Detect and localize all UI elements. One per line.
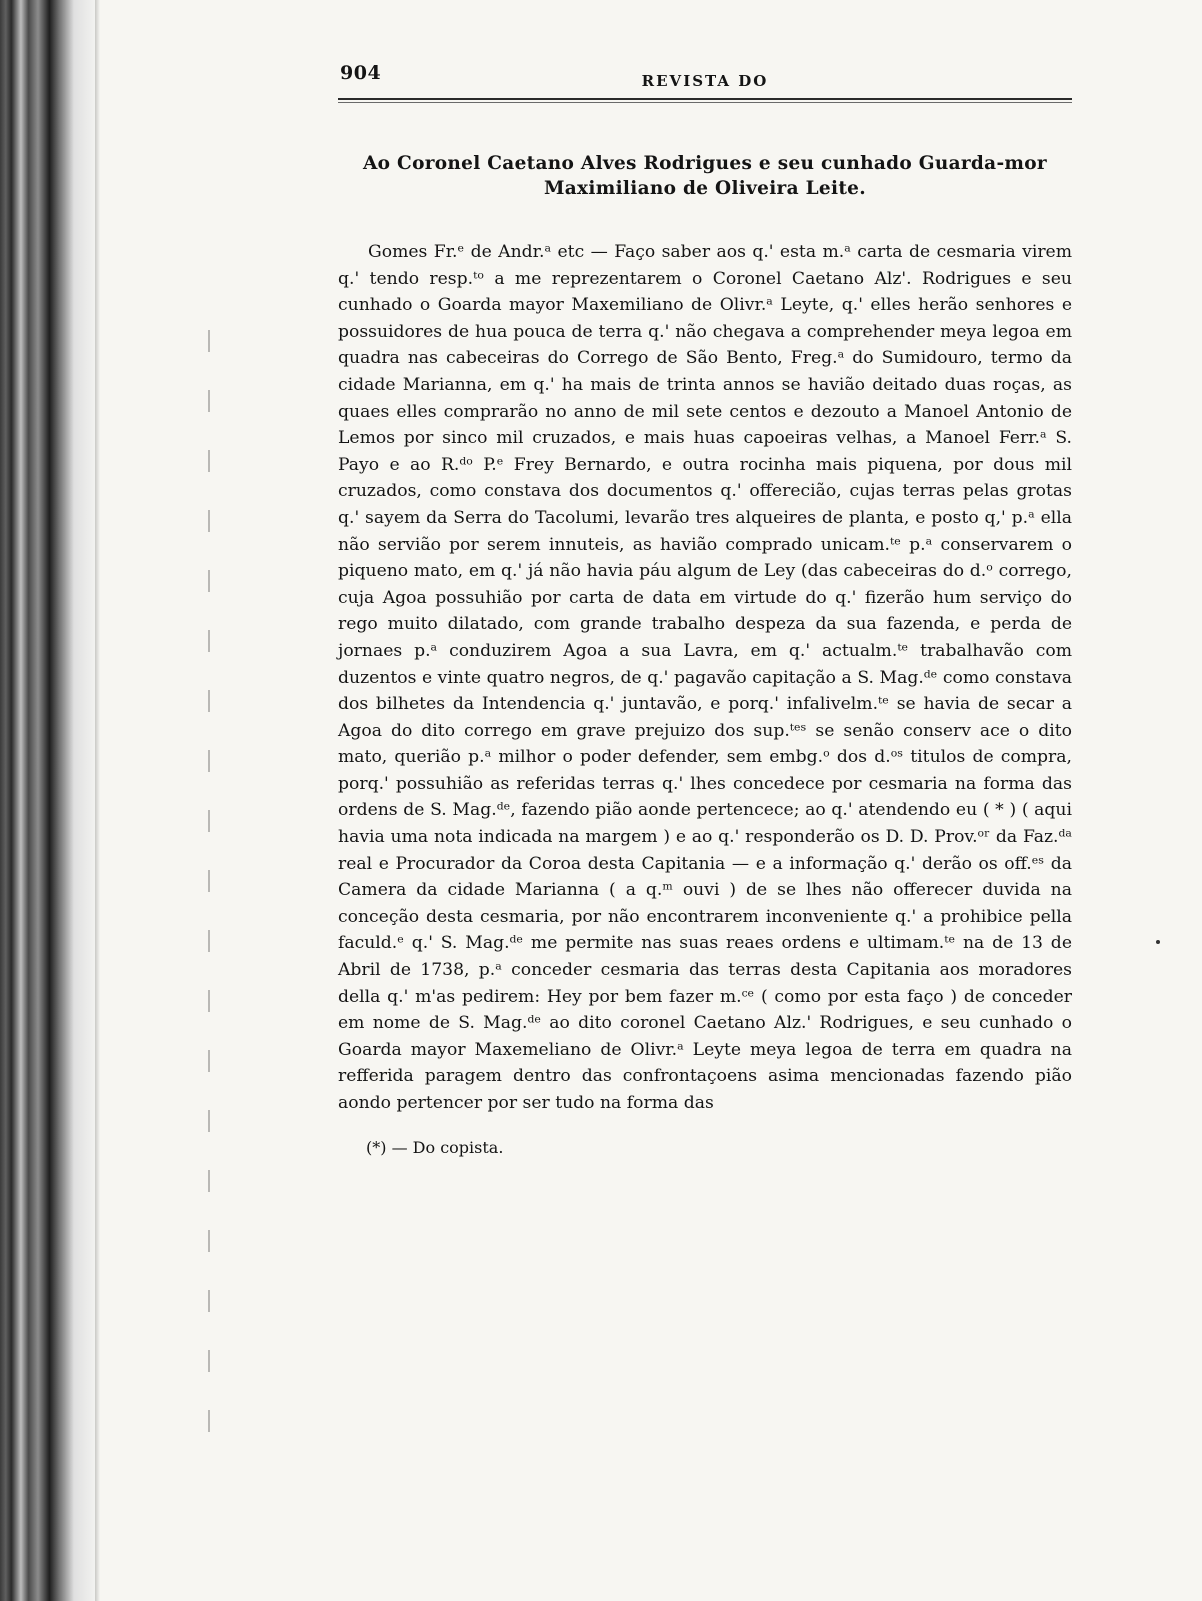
scan-margin-mark: [208, 330, 210, 1460]
book-page: [338, 58, 1072, 1159]
footnote: (*) — Do copista.: [366, 1137, 504, 1157]
page-edge: [95, 0, 100, 1601]
header-rule-thin: [338, 102, 1072, 103]
page-header: [338, 58, 1072, 94]
scan-speck: [1156, 940, 1160, 944]
scan-gutter-shadow: [0, 0, 95, 1601]
document-title: Ao Coronel Caetano Alves Rodrigues e seu cunhado Guarda-mor Maximiliano de Oliveira Leite.: [363, 153, 1047, 199]
running-head: REVISTA DO: [641, 72, 769, 90]
page-number: 904: [340, 62, 382, 84]
header-rule: [338, 98, 1072, 100]
document-body: Gomes Fr.ᵉ de Andr.ᵃ etc — Faço saber aos q.' esta m.ᵃ carta de cesmaria virem q.' tendo resp.ᵗᵒ a me reprezentarem o Coronel Caetano Alz'. Rodrigues e seu cunhado o Goarda mayor Maxemiliano de Olivr.ᵃ Leyte, q.' elles herão senhores e possuidores de hua pouca de terra q.' não chegava a comprehender meya legoa em quadra nas cabeceiras do Corrego de São Bento, Freg.ᵃ do Sumidouro, termo da cidade Marianna, em q.' ha mais de trinta annos se havião deitado duas roças, as quaes elles comprarão no anno de mil sete centos e dezouto a Manoel Antonio de Lemos por sinco mil cruzados, e mais huas capoeiras velhas, a Manoel Ferr.ᵃ S. Payo e ao R.ᵈᵒ P.ᵉ Frey Bernardo, e outra rocinha mais piquena, por dous mil cruzados, como constava dos documentos q.' offerecião, cujas terras pelas grotas q.' sayem da Serra do Tacolumi, levarão tres alqueires de planta, e posto q,' p.ᵃ ella não servião por serem innuteis, as havião comprado unicam.ᵗᵉ p.ᵃ conservarem o piqueno mato, em q.' já não havia páu algum de Ley (das cabeceiras do d.ᵒ corrego, cuja Agoa possuhião por carta de data em virtude do q.' fizerão hum serviço do rego muito dilatado, com grande trabalho despeza da sua fazenda, e perda de jornaes p.ᵃ conduzirem Agoa a sua Lavra, em q.' actualm.ᵗᵉ trabalhavão com duzentos e vinte quatro negros, de q.' pagavão capitação a S. Mag.ᵈᵉ como constava dos bilhetes da Intendencia q.' juntavão, e porq.' infalivelm.ᵗᵉ se havia de secar a Agoa do dito corrego em grave prejuizo dos sup.ᵗᵉˢ se senão conserv ace o dito mato, querião p.ᵃ milhor o poder defender, sem embg.ᵒ dos d.ᵒˢ titulos de compra, porq.' possuhião as referidas terras q.' lhes concedece por cesmaria na forma das ordens de S. Mag.ᵈᵉ, fazendo pião aonde pertencece; ao q.' atendendo eu ( * ) ( aqui havia uma nota indicada na margem ) e ao q.' responderão os D. D. Prov.ᵒʳ da Faz.ᵈᵃ real e Procurador da Coroa desta Capitania — e a informação q.' derão os off.ᵉˢ da Camera da cidade Marianna ( a q.ᵐ ouvi ) de se lhes não offerecer duvida na conceção desta cesmaria, por não encontrarem inconveniente q.' a prohibice pella faculd.ᵉ q.' S. Mag.ᵈᵉ me permite nas suas reaes ordens e ultimam.ᵗᵉ na de 13 de Abril de 1738, p.ᵃ conceder cesmaria das terras desta Capitania aos moradores della q.' m'as pedirem: Hey por bem fazer m.ᶜᵉ ( como por esta faço ) de conceder em nome de S. Mag.ᵈᵉ ao dito coronel Caetano Alz.' Rodrigues, e seu cunhado o Goarda mayor Maxemeliano de Olivr.ᵃ Leyte meya legoa de terra em quadra na refferida paragem dentro das confrontaçoens asima mencionadas fazendo pião aondo pertencer por ser tudo na forma das: [338, 242, 1072, 1113]
